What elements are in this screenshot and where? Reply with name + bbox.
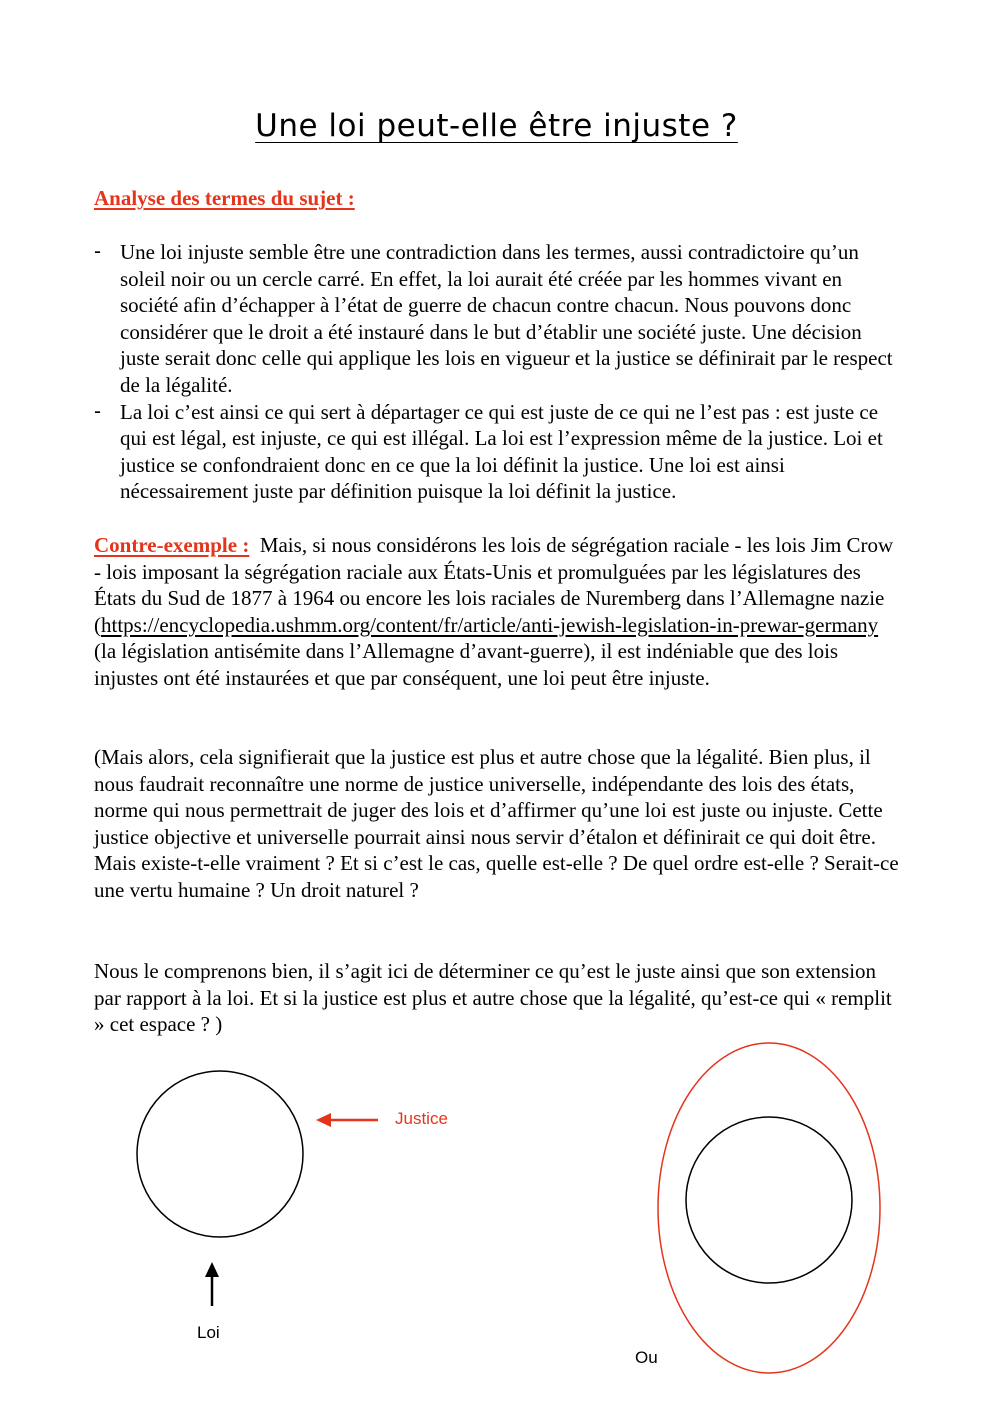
counter-example-text-after: (la législation antisémite dans l’Allemagne d’avant-guerre), il est indéniable que des lois injustes ont été instaurées et que par conséquent, une loi peut être injuste. bbox=[94, 639, 839, 690]
justice-label: Justice bbox=[395, 1109, 448, 1128]
counter-example-paragraph bbox=[94, 532, 904, 692]
analysis-point-2 bbox=[94, 399, 904, 505]
law-inner-circle bbox=[686, 1117, 852, 1283]
analysis-heading: Analyse des termes du sujet : bbox=[94, 186, 355, 210]
conclusion-paragraph: Nous le comprenons bien, il s’agit ici de déterminer ce qu’est le juste ainsi que son extension par rapport à la loi. Et si la justice est plus et autre chose que la légalité, qu’est-ce qui « remplit » cet espace ? ) bbox=[94, 959, 892, 1037]
encyclopedia-link[interactable]: https://encyclopedia.ushmm.org/content/fr/article/anti-jewish-legislation-in-prewar-germany bbox=[101, 612, 879, 637]
page-title-text: Une loi peut-elle être injuste ? bbox=[255, 108, 738, 144]
dash-bullet-icon: - bbox=[94, 240, 101, 263]
ou-label: Ou bbox=[635, 1348, 658, 1367]
parenthetical-paragraph: (Mais alors, cela signifierait que la justice est plus et autre chose que la légalité. Bien plus, il nous faudrait reconnaître une norme de justice universelle, indépendante des lois des états, norme qui nous permettrait de juger des lois et d’affirmer qu’une loi est juste ou injuste. Cette justice objective et universelle pourrait ainsi nous servir d’étalon et définirait ce qui doit être. Mais existe-t-elle vraiment ? Et si c’est le cas, quelle est-elle ? De quel ordre est-elle ? Serait-ce une vertu humaine ? Un droit naturel ? bbox=[94, 745, 899, 902]
justice-arrow-icon bbox=[316, 1113, 378, 1127]
law-arrow-icon bbox=[205, 1262, 219, 1306]
justice-ellipse bbox=[658, 1043, 880, 1373]
analysis-point-2-text: La loi c’est ainsi ce qui sert à départager ce qui est juste de ce qui ne l’est pas : est juste ce qui est légal, est injuste, ce qui est illégal. La loi est l’expression même de la justice. Loi et justice se confondraient donc en ce que la loi définit la justice. Une loi est ainsi nécessairement juste par définition puisque la loi définit la justice. bbox=[120, 399, 883, 504]
dash-bullet-icon: - bbox=[94, 399, 101, 423]
law-justice-circle bbox=[137, 1071, 303, 1237]
counter-example-text-before: Mais, si nous considérons les lois de ségrégation raciale - les lois Jim Crow - lois imposant la ségrégation raciale aux États-Unis et promulguées par les législatures des États du Sud de 1877 à 1964 ou encore les lois raciales de Nuremberg dans l’Allemagne nazie ( bbox=[94, 533, 894, 637]
page-title bbox=[0, 98, 993, 154]
analysis-point-1 bbox=[94, 239, 904, 399]
analysis-point-1-text: Une loi injuste semble être une contradiction dans les termes, aussi contradictoire qu’un soleil noir ou un cercle carré. En effet, la loi aurait été créée par les hommes vivant en société afin d’échapper à l’état de guerre de chacun contre chacun. Nous pouvons donc considérer que le droit a été instauré dans le but d’établir une société juste. Une décision juste serait donc celle qui applique les lois en vigueur et la justice se définirait par le respect de la légalité. bbox=[120, 240, 893, 397]
counter-example-heading: Contre-exemple : bbox=[94, 533, 250, 557]
law-justice-diagram bbox=[0, 1030, 993, 1404]
loi-label: Loi bbox=[197, 1323, 220, 1342]
analysis-points-list bbox=[94, 239, 904, 505]
analysis-heading-line bbox=[94, 185, 904, 212]
